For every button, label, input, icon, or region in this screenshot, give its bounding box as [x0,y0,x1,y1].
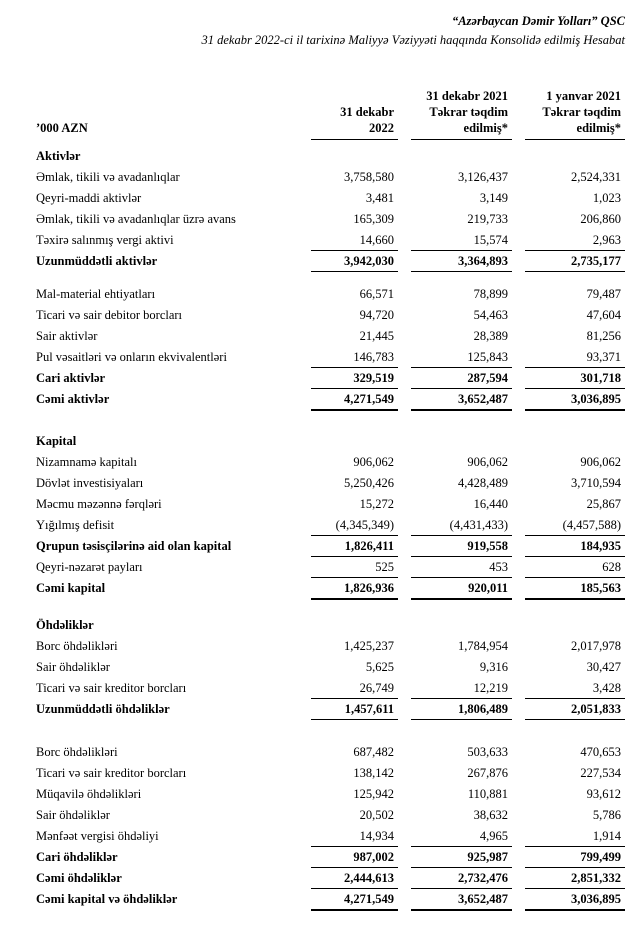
row-label: Ticari və sair debitor borcları [36,308,183,322]
row-label: Ticari və sair kreditor borcları [36,766,187,780]
value-cell: 799,499 [525,847,625,868]
value-cell: 687,482 [353,745,394,759]
row-label: Mənfəət vergisi öhdəliyi [36,829,159,843]
table-row [36,678,641,699]
value-cell: 26,749 [311,678,398,699]
value-cell: 165,309 [353,212,394,226]
value-cell: 3,364,893 [411,251,512,272]
section-heading-row [36,146,641,167]
unit-label: ’000 AZN [36,121,88,135]
column-header-1-yanvar-2021 [525,88,625,140]
value-cell: 920,011 [411,578,512,600]
table-row [36,347,641,368]
value-cell: 79,487 [586,287,621,301]
column-header-31-dekabr-2021 [411,88,512,140]
column-header-31-dekabr-2022 [311,104,398,140]
table-row [36,763,641,784]
value-cell: 185,563 [525,578,625,600]
value-cell: 5,625 [365,660,394,674]
value-cell: 3,710,594 [571,476,621,490]
document-header [0,0,641,50]
column-header-line: 31 dekabr [340,105,394,119]
value-cell: 5,250,426 [344,476,394,490]
value-cell: 2,017,978 [571,639,621,653]
value-cell: 1,826,936 [311,578,398,600]
row-label: Müqavilə öhdəlikləri [36,787,142,801]
value-cell: 81,256 [586,329,621,343]
row-label: Pul vəsaitləri və onların ekvivalentləri [36,350,227,364]
value-cell: 54,463 [473,308,508,322]
row-label: Yığılmış defisit [36,518,115,532]
document-title: “Azərbaycan Dəmir Yolları” QSC [451,14,625,28]
value-cell: 110,881 [467,787,508,801]
row-label: Borc öhdəlikləri [36,639,118,653]
table-row [36,636,641,657]
balance-sheet-table [0,88,641,910]
table-row [36,305,641,326]
value-cell: 38,632 [473,808,508,822]
value-cell: 1,457,611 [311,699,398,720]
table-row [36,230,641,251]
row-label: Ticari və sair kreditor borcları [36,681,187,695]
value-cell: 987,002 [311,847,398,868]
value-cell: 16,440 [473,497,508,511]
column-header-line: Təkrar təqdim [542,105,621,119]
table-row [36,515,641,536]
value-cell: 3,652,487 [411,389,512,411]
value-cell: 1,784,954 [458,639,508,653]
value-cell: 2,735,177 [525,251,625,272]
row-label: Əmlak, tikili və avadanlıqlar [36,170,180,184]
value-cell: 2,963 [525,230,625,251]
table-row [36,742,641,763]
column-header-line: 31 dekabr 2021 [426,89,508,103]
value-cell: 93,371 [525,347,625,368]
value-cell: (4,431,433) [411,515,512,536]
value-cell: 906,062 [467,455,508,469]
table-row [36,209,641,230]
row-label: Əmlak, tikili və avadanlıqlar üzrə avans [36,212,236,226]
value-cell: 3,758,580 [344,170,394,184]
value-cell: 4,271,549 [311,889,398,911]
value-cell: 2,851,332 [525,868,625,889]
value-cell: 906,062 [580,455,621,469]
row-label: Uzunmüddətli aktivlər [36,254,158,268]
table-row [36,826,641,847]
value-cell: 2,051,833 [525,699,625,720]
value-cell: 138,142 [353,766,394,780]
value-cell: 14,660 [311,230,398,251]
value-cell: 5,786 [592,808,621,822]
value-cell: 2,444,613 [311,868,398,889]
value-cell: 25,867 [586,497,621,511]
table-row [36,368,641,389]
value-cell: 9,316 [479,660,508,674]
row-label: Cəmi kapital [36,581,106,595]
table-row [36,326,641,347]
value-cell: 219,733 [467,212,508,226]
value-cell: 3,652,487 [411,889,512,911]
value-cell: 30,427 [586,660,621,674]
table-row [36,847,641,868]
section-heading: Kapital [36,434,77,448]
column-header-line: 2022 [369,121,394,135]
value-cell: 3,942,030 [311,251,398,272]
value-cell: 3,149 [479,191,508,205]
value-cell: 525 [311,557,398,578]
row-label: Nizamnamə kapitalı [36,455,138,469]
section-heading-row [36,431,641,452]
value-cell: 3,126,437 [458,170,508,184]
table-row [36,494,641,515]
value-cell: 503,633 [467,745,508,759]
table-row [36,251,641,272]
value-cell: 15,574 [411,230,512,251]
table-body [36,146,641,910]
value-cell: 906,062 [353,455,394,469]
value-cell: 3,481 [365,191,394,205]
table-row [36,557,641,578]
value-cell: 14,934 [311,826,398,847]
section-heading: Aktivlər [36,149,81,163]
row-label: Sair öhdəliklər [36,660,110,674]
table-row [36,188,641,209]
column-header-line: edilmiş* [463,121,508,135]
table-header-row [36,88,641,140]
value-cell: 94,720 [359,308,394,322]
row-label: Qeyri-maddi aktivlər [36,191,142,205]
row-label: Qrupun təsisçilərinə aid olan kapital [36,539,232,553]
value-cell: 4,271,549 [311,389,398,411]
row-label: Uzunmüddətli öhdəliklər [36,702,170,716]
row-label: Dövlət investisiyaları [36,476,144,490]
value-cell: 329,519 [311,368,398,389]
row-label: Məcmu məzənnə fərqləri [36,497,162,511]
value-cell: 3,036,895 [525,889,625,911]
row-label: Cari öhdəliklər [36,850,118,864]
value-cell: 125,942 [353,787,394,801]
row-label: Cəmi öhdəliklər [36,871,122,885]
value-cell: 3,428 [525,678,625,699]
table-row [36,868,641,889]
value-cell: 1,826,411 [311,536,398,557]
value-cell: 4,428,489 [458,476,508,490]
value-cell: 21,445 [359,329,394,343]
value-cell: 4,965 [411,826,512,847]
table-row [36,657,641,678]
value-cell: 2,524,331 [571,170,621,184]
table-row [36,473,641,494]
value-cell: 287,594 [411,368,512,389]
column-header-line: Təkrar təqdim [429,105,508,119]
section-heading-row [36,615,641,636]
value-cell: 146,783 [311,347,398,368]
value-cell: 1,914 [525,826,625,847]
value-cell: 3,036,895 [525,389,625,411]
value-cell: 184,935 [525,536,625,557]
row-label: Təxirə salınmış vergi aktivi [36,233,174,247]
value-cell: 919,558 [411,536,512,557]
value-cell: 125,843 [411,347,512,368]
row-label: Borc öhdəlikləri [36,745,118,759]
document-subtitle: 31 dekabr 2022-ci il tarixinə Maliyyə Vəziyyəti haqqında Konsolidə edilmiş Hesabat [201,33,625,47]
value-cell: 301,718 [525,368,625,389]
value-cell: 12,219 [411,678,512,699]
row-label: Sair aktivlər [36,329,98,343]
value-cell: 470,653 [580,745,621,759]
value-cell: 78,899 [473,287,508,301]
value-cell: 628 [525,557,625,578]
value-cell: 1,806,489 [411,699,512,720]
value-cell: 206,860 [580,212,621,226]
table-row [36,452,641,473]
value-cell: (4,345,349) [311,515,398,536]
value-cell: 15,272 [359,497,394,511]
row-label: Cəmi kapital və öhdəliklər [36,892,178,906]
table-row [36,284,641,305]
value-cell: 925,987 [411,847,512,868]
table-row [36,784,641,805]
value-cell: (4,457,588) [525,515,625,536]
table-row [36,578,641,599]
row-label: Sair öhdəliklər [36,808,110,822]
value-cell: 1,023 [592,191,621,205]
table-row [36,805,641,826]
value-cell: 28,389 [473,329,508,343]
row-label: Cari aktivlər [36,371,106,385]
row-label: Mal-material ehtiyatları [36,287,156,301]
value-cell: 227,534 [580,766,621,780]
table-row [36,389,641,410]
value-cell: 2,732,476 [411,868,512,889]
table-row [36,889,641,910]
column-header-line: edilmiş* [576,121,621,135]
row-label: Cəmi aktivlər [36,392,110,406]
value-cell: 1,425,237 [344,639,394,653]
value-cell: 267,876 [467,766,508,780]
value-cell: 93,612 [586,787,621,801]
table-row [36,536,641,557]
table-row [36,699,641,720]
value-cell: 453 [411,557,512,578]
value-cell: 47,604 [586,308,621,322]
section-heading: Öhdəliklər [36,618,94,632]
value-cell: 20,502 [359,808,394,822]
table-row [36,167,641,188]
row-label: Qeyri-nəzarət payları [36,560,143,574]
value-cell: 66,571 [359,287,394,301]
column-header-line: 1 yanvar 2021 [546,89,621,103]
